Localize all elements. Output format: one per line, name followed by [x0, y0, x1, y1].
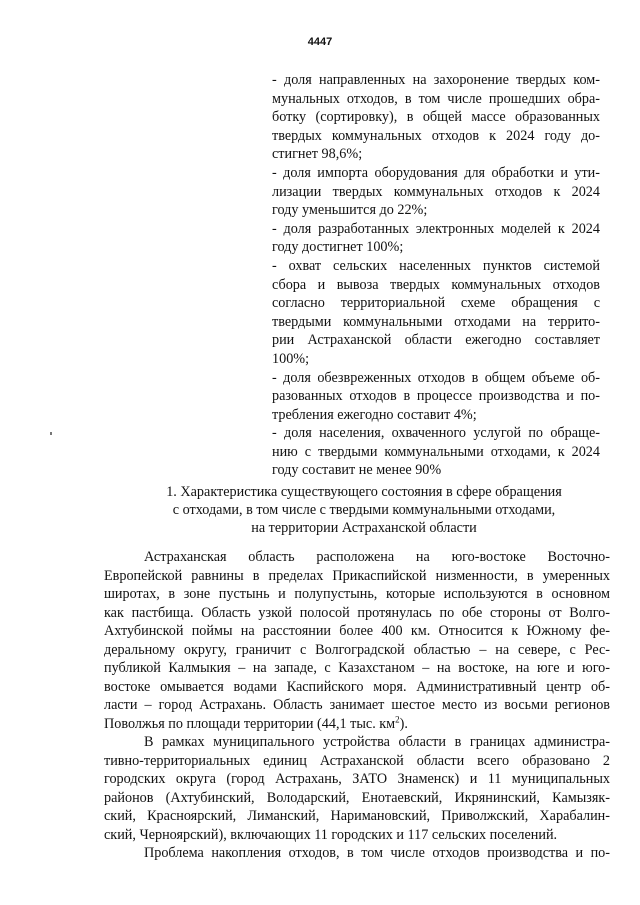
area-text: Поволжья по площади территории (44,1 тыс. км	[104, 715, 396, 732]
paragraph-line: Европейской равнины в пределах Прикаспийской низменности, в умеренных	[104, 567, 610, 584]
paragraph-line: ский, Красноярский, Лиманский, Наримановский, Приволжский, Харабалин-	[104, 808, 610, 824]
list-line: году достигнет 100%;	[272, 239, 404, 256]
paragraph-line: ласти – город Астрахань. Область занимает шестое место из восьми регионов	[104, 697, 610, 713]
list-line: - доля обезвреженных отходов в общем объеме об-	[272, 369, 600, 386]
list-line: - доля населения, охваченного услугой по обраще-	[272, 425, 600, 442]
body-text	[104, 548, 610, 863]
paragraph-line: широтах, в зоне пустынь и полупустынь, которые используются в основном	[104, 586, 610, 602]
paragraph-line: как пастбища. Область узкой полосой протянулась по обе стороны от Волго-	[104, 604, 610, 621]
paragraph-line: деральному округу, граничит с Волгоградской областью – на севере, с Рес-	[104, 641, 610, 658]
list-line: году уменьшится до 22%;	[272, 202, 428, 219]
list-line: лизации твердых коммунальных отходов к 2024	[272, 183, 600, 200]
paragraph-line: тивно-территориальных единиц Астраханской области всего образовано 2	[104, 752, 610, 769]
paragraph-line: публикой Калмыкия – на западе, с Казахстаном – на востоке, на юге и юго-	[104, 660, 610, 676]
list-line: 100%;	[272, 350, 310, 367]
heading-line: на территории Астраханской области	[251, 520, 477, 536]
paragraph-line: городских округа (город Астрахань, ЗАТО Знаменск) и 11 муниципальных	[104, 771, 610, 787]
paragraph-line: районов (Ахтубинский, Володарский, Енотаевский, Икрянинский, Камызяк-	[104, 789, 610, 806]
list-line: согласно территориальной схеме обращения с	[272, 295, 600, 312]
list-line: разованных отходов в процессе производства и по-	[272, 388, 600, 405]
list-line: твердыми коммунальными отходами на террито-	[272, 313, 600, 330]
paragraph-line: востоке омывается водами Каспийского моря. Административный центр об-	[104, 678, 610, 695]
paragraph-line: Ахтубинской поймы на расстоянии более 400 км. Относится к Южному фе-	[104, 623, 610, 639]
paragraph-line: Астраханская область расположена на юго-востоке Восточно-	[144, 549, 610, 565]
list-line: твердых коммунальных отходов к 2024 году до-	[272, 127, 600, 144]
paragraph-line: ский, Черноярский), включающих 11 городских и 117 сельских поселений.	[104, 826, 558, 843]
heading-line: 1. Характеристика существующего состояния в сфере обращения	[166, 484, 562, 500]
paragraph-line: Проблема накопления отходов, в том числе отходов производства и по-	[144, 845, 610, 861]
area-tail: ).	[399, 715, 408, 732]
superscript: 2	[395, 714, 400, 724]
goal-indicators-list	[272, 71, 600, 480]
list-line: стигнет 98,6%;	[272, 146, 363, 163]
list-line: требления ежегодно составит 4%;	[272, 406, 477, 423]
paragraph-line	[104, 715, 610, 734]
list-line: году составит не менее 90%	[272, 462, 442, 479]
list-line: мунальных отходов, в том числе прошедших обра-	[272, 90, 600, 107]
list-line: рии Астраханской области ежегодно составляет	[272, 332, 600, 349]
list-line: - охват сельских населенных пунктов системой	[272, 257, 600, 274]
list-line: - доля разработанных электронных моделей к 2024	[272, 220, 600, 237]
list-line: - доля направленных на захоронение твердых ком-	[272, 72, 600, 88]
list-line: сбора и вывоза твердых коммунальных отходов	[272, 276, 600, 293]
list-line: - доля импорта оборудования для обработки и ути-	[272, 164, 600, 181]
page-number: 4447	[307, 36, 333, 48]
scan-speck	[50, 432, 52, 435]
section-heading	[104, 483, 624, 537]
paragraph-line: В рамках муниципального устройства области в границах администра-	[144, 734, 610, 750]
list-line: нию с твердыми коммунальными отходами, к 2024	[272, 443, 600, 460]
heading-line: с отходами, в том числе с твердыми коммунальными отходами,	[172, 502, 556, 518]
list-line: ботку (сортировку), в общей массе образованных	[272, 109, 600, 126]
